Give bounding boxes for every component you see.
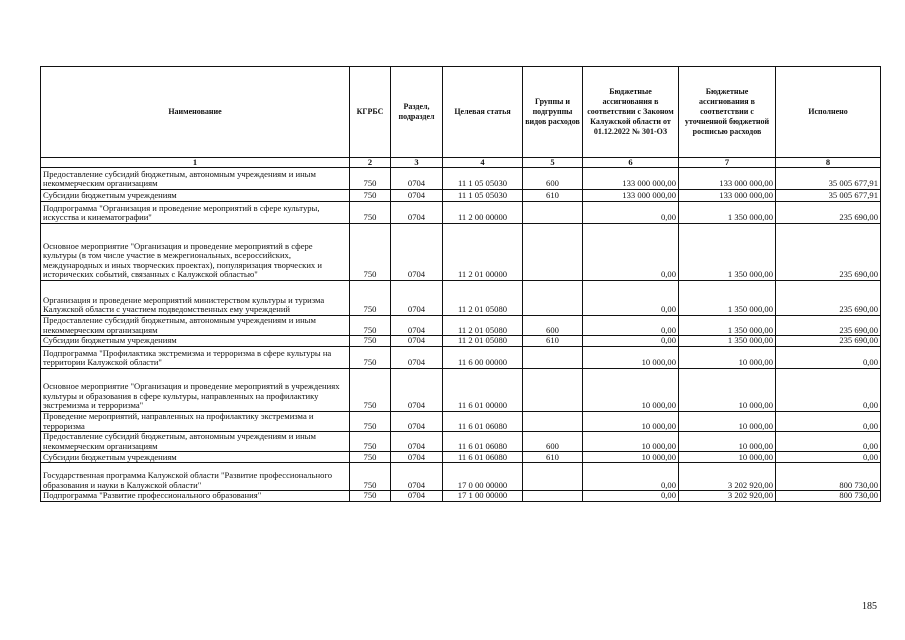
row-refined-allocation: 3 202 920,00	[679, 491, 776, 502]
table-header-row	[41, 67, 881, 158]
row-section: 0704	[391, 463, 443, 491]
table-row	[41, 190, 881, 202]
table-row	[41, 432, 881, 452]
row-refined-allocation: 10 000,00	[679, 411, 776, 431]
row-target: 11 6 01 06080	[443, 452, 523, 463]
table-row	[41, 411, 881, 431]
column-number: 6	[583, 158, 679, 168]
row-refined-allocation: 10 000,00	[679, 452, 776, 463]
row-law-allocation: 10 000,00	[583, 432, 679, 452]
row-group: 600	[523, 316, 583, 336]
table-row	[41, 336, 881, 347]
row-law-allocation: 0,00	[583, 281, 679, 316]
row-refined-allocation: 1 350 000,00	[679, 224, 776, 281]
row-executed: 35 005 677,91	[776, 190, 881, 202]
row-kgrbs: 750	[350, 491, 391, 502]
row-executed: 0,00	[776, 411, 881, 431]
table-row	[41, 224, 881, 281]
row-name: Субсидии бюджетным учреждениям	[41, 452, 350, 463]
row-name: Подпрограмма "Организация и проведение мероприятий в сфере культуры, искусства и кинематографии"	[41, 202, 350, 224]
row-kgrbs: 750	[350, 368, 391, 411]
header-groups: Группы и подгруппы видов расходов	[523, 67, 583, 158]
row-target: 11 6 00 00000	[443, 346, 523, 368]
row-target: 17 1 00 00000	[443, 491, 523, 502]
row-name: Основное мероприятие "Организация и проведение мероприятий в сфере культуры (в том числе участие в межрегиональных, всероссийских, международных и иных творческих проектах), популяризация творческих и исторических событий, связанных с Калужской областью"	[41, 224, 350, 281]
row-group	[523, 224, 583, 281]
row-refined-allocation: 133 000 000,00	[679, 168, 776, 190]
row-law-allocation: 0,00	[583, 336, 679, 347]
row-target: 11 6 01 06080	[443, 411, 523, 431]
row-executed: 0,00	[776, 368, 881, 411]
row-group: 610	[523, 190, 583, 202]
row-target: 11 2 01 05080	[443, 281, 523, 316]
row-name: Предоставление субсидий бюджетным, автономным учреждениям и иным некоммерческим организациям	[41, 432, 350, 452]
row-refined-allocation: 10 000,00	[679, 346, 776, 368]
row-group	[523, 368, 583, 411]
row-section: 0704	[391, 168, 443, 190]
row-law-allocation: 10 000,00	[583, 346, 679, 368]
row-name: Подпрограмма "Профилактика экстремизма и терроризма в сфере культуры на территории Калужской области"	[41, 346, 350, 368]
row-executed: 235 690,00	[776, 281, 881, 316]
row-executed: 35 005 677,91	[776, 168, 881, 190]
row-group	[523, 411, 583, 431]
row-group: 600	[523, 168, 583, 190]
row-name: Субсидии бюджетным учреждениям	[41, 190, 350, 202]
row-kgrbs: 750	[350, 202, 391, 224]
row-executed: 0,00	[776, 452, 881, 463]
row-law-allocation: 133 000 000,00	[583, 190, 679, 202]
column-number: 3	[391, 158, 443, 168]
row-group	[523, 463, 583, 491]
row-section: 0704	[391, 432, 443, 452]
row-group	[523, 281, 583, 316]
row-law-allocation: 0,00	[583, 491, 679, 502]
row-executed: 0,00	[776, 346, 881, 368]
header-kgrbs: КГРБС	[350, 67, 391, 158]
row-kgrbs: 750	[350, 224, 391, 281]
row-target: 17 0 00 00000	[443, 463, 523, 491]
column-number: 7	[679, 158, 776, 168]
row-law-allocation: 10 000,00	[583, 411, 679, 431]
row-law-allocation: 10 000,00	[583, 368, 679, 411]
row-kgrbs: 750	[350, 411, 391, 431]
row-kgrbs: 750	[350, 190, 391, 202]
column-number: 8	[776, 158, 881, 168]
budget-table	[40, 66, 881, 502]
row-section: 0704	[391, 190, 443, 202]
table-body	[41, 168, 881, 502]
row-name: Подпрограмма "Развитие профессионального образования"	[41, 491, 350, 502]
row-executed: 235 690,00	[776, 316, 881, 336]
row-section: 0704	[391, 452, 443, 463]
row-name: Предоставление субсидий бюджетным, автономным учреждениям и иным некоммерческим организациям	[41, 316, 350, 336]
row-refined-allocation: 1 350 000,00	[679, 336, 776, 347]
row-section: 0704	[391, 224, 443, 281]
row-name: Организация и проведение мероприятий министерством культуры и туризма Калужской области с участием подведомственных ему учреждений	[41, 281, 350, 316]
row-kgrbs: 750	[350, 463, 391, 491]
table-row	[41, 452, 881, 463]
row-name: Основное мероприятие "Организация и проведение мероприятий в учреждениях культуры и образования в сфере культуры, направленных на профилактику экстремизма и терроризма"	[41, 368, 350, 411]
header-target: Целевая статья	[443, 67, 523, 158]
row-kgrbs: 750	[350, 346, 391, 368]
row-target: 11 1 05 05030	[443, 168, 523, 190]
column-number-row	[41, 158, 881, 168]
row-refined-allocation: 3 202 920,00	[679, 463, 776, 491]
table-row	[41, 168, 881, 190]
row-group: 610	[523, 336, 583, 347]
header-executed: Исполнено	[776, 67, 881, 158]
row-refined-allocation: 10 000,00	[679, 432, 776, 452]
row-kgrbs: 750	[350, 168, 391, 190]
row-section: 0704	[391, 336, 443, 347]
row-refined-allocation: 1 350 000,00	[679, 202, 776, 224]
header-section: Раздел, подраздел	[391, 67, 443, 158]
row-executed: 800 730,00	[776, 463, 881, 491]
table-row	[41, 368, 881, 411]
table-row	[41, 316, 881, 336]
row-law-allocation: 10 000,00	[583, 452, 679, 463]
row-target: 11 6 01 00000	[443, 368, 523, 411]
table-row	[41, 346, 881, 368]
row-section: 0704	[391, 491, 443, 502]
row-kgrbs: 750	[350, 452, 391, 463]
column-number: 2	[350, 158, 391, 168]
row-group: 600	[523, 432, 583, 452]
row-refined-allocation: 1 350 000,00	[679, 281, 776, 316]
column-number: 1	[41, 158, 350, 168]
page-number: 185	[862, 601, 877, 612]
row-name: Предоставление субсидий бюджетным, автономным учреждениям и иным некоммерческим организациям	[41, 168, 350, 190]
row-law-allocation: 133 000 000,00	[583, 168, 679, 190]
row-refined-allocation: 10 000,00	[679, 368, 776, 411]
header-refined-allocations: Бюджетные ассигнования в соответствии с уточненной бюджетной росписью расходов	[679, 67, 776, 158]
row-executed: 800 730,00	[776, 491, 881, 502]
row-section: 0704	[391, 281, 443, 316]
table-row	[41, 463, 881, 491]
row-executed: 235 690,00	[776, 224, 881, 281]
row-group	[523, 491, 583, 502]
header-law-allocations: Бюджетные ассигнования в соответствии с Законом Калужской области от 01.12.2022 № 301-ОЗ	[583, 67, 679, 158]
row-law-allocation: 0,00	[583, 316, 679, 336]
table-row	[41, 491, 881, 502]
column-number: 4	[443, 158, 523, 168]
row-group	[523, 202, 583, 224]
row-target: 11 2 01 05080	[443, 316, 523, 336]
row-section: 0704	[391, 202, 443, 224]
row-section: 0704	[391, 316, 443, 336]
row-section: 0704	[391, 411, 443, 431]
table-row	[41, 202, 881, 224]
row-section: 0704	[391, 368, 443, 411]
row-section: 0704	[391, 346, 443, 368]
row-executed: 0,00	[776, 432, 881, 452]
row-group	[523, 346, 583, 368]
row-executed: 235 690,00	[776, 202, 881, 224]
row-target: 11 2 01 05080	[443, 336, 523, 347]
row-name: Государственная программа Калужской области "Развитие профессионального образования и науки в Калужской области"	[41, 463, 350, 491]
row-refined-allocation: 1 350 000,00	[679, 316, 776, 336]
header-name: Наименование	[41, 67, 350, 158]
row-name: Проведение мероприятий, направленных на профилактику экстремизма и терроризма	[41, 411, 350, 431]
row-kgrbs: 750	[350, 316, 391, 336]
row-law-allocation: 0,00	[583, 463, 679, 491]
column-number: 5	[523, 158, 583, 168]
table-row	[41, 281, 881, 316]
row-name: Субсидии бюджетным учреждениям	[41, 336, 350, 347]
row-target: 11 6 01 06080	[443, 432, 523, 452]
row-target: 11 2 01 00000	[443, 224, 523, 281]
row-target: 11 2 00 00000	[443, 202, 523, 224]
row-refined-allocation: 133 000 000,00	[679, 190, 776, 202]
row-law-allocation: 0,00	[583, 224, 679, 281]
row-target: 11 1 05 05030	[443, 190, 523, 202]
row-law-allocation: 0,00	[583, 202, 679, 224]
row-group: 610	[523, 452, 583, 463]
row-executed: 235 690,00	[776, 336, 881, 347]
row-kgrbs: 750	[350, 281, 391, 316]
row-kgrbs: 750	[350, 336, 391, 347]
row-kgrbs: 750	[350, 432, 391, 452]
